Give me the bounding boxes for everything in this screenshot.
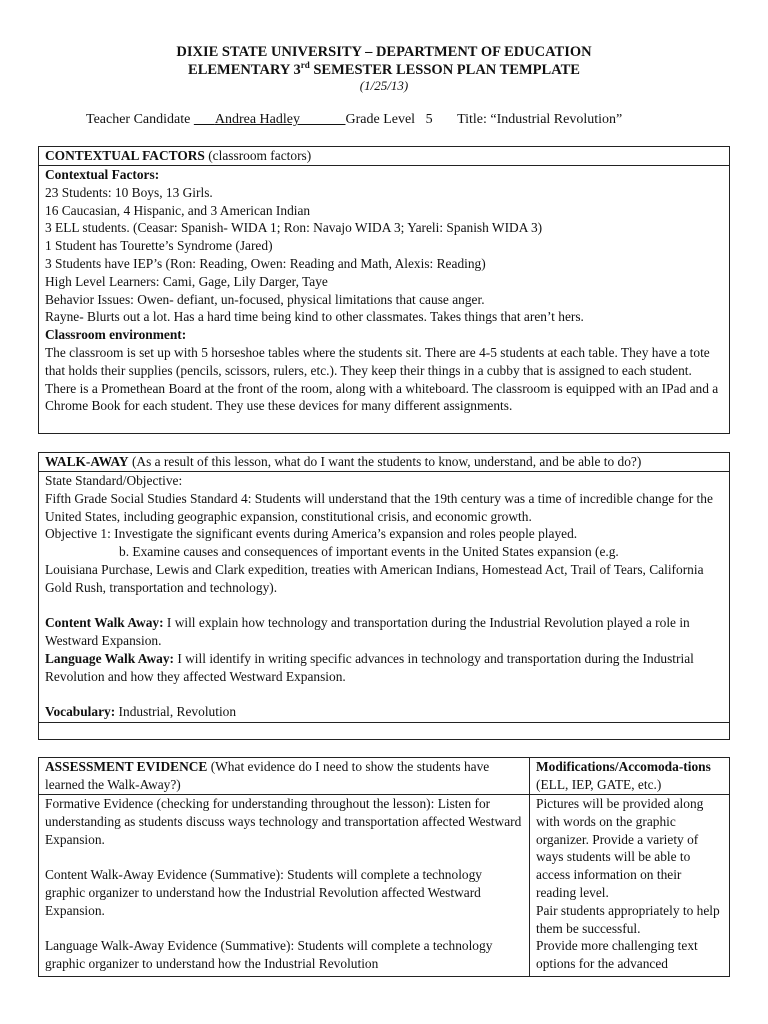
contextual-factor-line: Rayne- Blurts out a lot. Has a hard time being kind to other classmates. Takes things that aren’t hers. (45, 309, 584, 325)
classroom-environment-label: Classroom environment: (45, 327, 187, 343)
modification-text: Pair students appropriately to help them be successful. (536, 902, 720, 936)
contextual-factor-line: 23 Students: 10 Boys, 13 Girls. (45, 184, 213, 200)
university-heading: DIXIE STATE UNIVERSITY – DEPARTMENT OF EDUCATION (176, 44, 592, 60)
candidate-name: Andrea Hadley (214, 112, 300, 127)
language-walk-away-evidence: Language Walk-Away Evidence (Summative): Students will complete a technology graphic organizer to understand how the Industrial Revolution (45, 938, 493, 972)
template-heading (0, 62, 768, 79)
template-heading-sup: rd (300, 60, 310, 71)
template-date: (1/25/13) (359, 78, 409, 93)
modifications-heading-bold: Modifications/Accomoda-tions (536, 759, 711, 774)
modifications-heading (530, 758, 729, 795)
objective-1b-continued: Louisiana Purchase, Lewis and Clark expedition, treaties with American Indians, Homestead Act, Trail of Tears, California Gold Rush, transportation and technology). (45, 561, 704, 595)
assessment-column (39, 758, 530, 976)
content-walk-away-evidence: Content Walk-Away Evidence (Summative): Students will complete a technology graphic organizer to understand how the Industrial Revolution affected Westward Expansion. (45, 867, 483, 918)
contextual-heading-rest: (classroom factors) (204, 148, 312, 163)
state-standard-label: State Standard/Objective: (45, 473, 183, 488)
modification-text: Pictures will be provided along with words on the graphic organizer. Provide a variety of ways students will be able to access information on their reading level. (536, 796, 704, 900)
content-walk-away-text: I will explain how technology and transportation during the Industrial Revolution played a role in Westward Expansion. (45, 615, 690, 649)
walk-away-heading (39, 453, 729, 472)
objective-1: Objective 1: Investigate the significant events during America’s expansion and roles people played. (45, 526, 578, 542)
template-heading-post: SEMESTER LESSON PLAN TEMPLATE (309, 62, 580, 78)
contextual-factor-line: 3 Students have IEP’s (Ron: Reading, Owen: Reading and Math, Alexis: Reading) (45, 255, 486, 271)
vocabulary (45, 703, 723, 721)
contextual-factor-line: 3 ELL students. (Ceasar: Spanish- WIDA 1; Ron: Navajo WIDA 3; Yareli: Spanish WIDA 3) (45, 220, 543, 236)
contextual-factors-label: Contextual Factors: (45, 167, 160, 182)
walk-away-heading-rest: (As a result of this lesson, what do I want the students to know, understand, and be able to do?) (128, 454, 642, 469)
contextual-factors-heading (39, 147, 729, 166)
objective-1b: b. Examine causes and consequences of important events in the United States expansion (e.g. (119, 544, 619, 560)
title-value: “Industrial Revolution” (490, 112, 623, 127)
assessment-heading-rest: (What evidence do I need to show the students have learned the Walk-Away?) (45, 759, 490, 792)
contextual-factors-section (38, 146, 730, 434)
classroom-environment-text: The classroom is set up with 5 horseshoe tables where the students sit. There are 4-5 students at each table. They have a tote that holds their supplies (pencils, scissors, rulers, etc.). They keep their things in a cubby that is assigned to each student. There is a Promethean Board at the front of the room, along with a whiteboard. The classroom is equipped with an IPad and a Chrome Book for each student. They use these devices for many different assignments. (45, 344, 719, 414)
state-standard-text: Fifth Grade Social Studies Standard 4: Students will understand that the 19th century was a time of incredible change for the United States, including geographic expansion, constitutional crisis, and economic growth. (45, 490, 713, 524)
modifications-column (530, 758, 729, 976)
contextual-heading-bold: CONTEXTUAL FACTORS (45, 148, 205, 163)
contextual-factor-line: Behavior Issues: Owen- defiant, un-focused, physical limitations that cause anger. (45, 291, 485, 307)
language-walk-away (45, 650, 723, 686)
walk-away-empty-row (39, 722, 729, 737)
vocabulary-text: Industrial, Revolution (115, 704, 237, 720)
teacher-info-line (86, 112, 622, 128)
formative-evidence: Formative Evidence (checking for understanding throughout the lesson): Listen for understanding as students discuss ways technology and transportation affected Westward Expansion. (45, 796, 522, 847)
title-label: Title: (457, 112, 487, 127)
assessment-evidence-section (38, 757, 730, 977)
content-walk-away (45, 614, 723, 650)
walk-away-section (38, 452, 730, 740)
vocabulary-label: Vocabulary: (45, 704, 116, 720)
content-walk-away-label: Content Walk Away: (45, 615, 164, 631)
contextual-factor-line: High Level Learners: Cami, Gage, Lily Darger, Taye (45, 273, 328, 289)
grade-label: Grade Level (345, 112, 416, 127)
template-heading-pre: ELEMENTARY 3 (188, 62, 301, 78)
language-walk-away-label: Language Walk Away: (45, 650, 174, 666)
contextual-factor-line: 1 Student has Tourette’s Syndrome (Jared) (45, 238, 273, 254)
candidate-value (194, 112, 346, 127)
assessment-heading-bold: ASSESSMENT EVIDENCE (45, 759, 208, 774)
language-walk-away-text: I will identify in writing specific advances in technology and transportation during the Industrial Revolution and how they affected Westward Expansion. (45, 650, 694, 684)
assessment-heading (39, 758, 529, 795)
modification-text: Provide more challenging text options for the advanced (536, 938, 698, 972)
contextual-factor-line: 16 Caucasian, 4 Hispanic, and 3 American Indian (45, 202, 311, 218)
modifications-heading-rest: (ELL, IEP, GATE, etc.) (536, 776, 662, 792)
candidate-label: Teacher Candidate (86, 112, 191, 127)
walk-away-heading-bold: WALK-AWAY (45, 454, 129, 469)
grade-value: 5 (425, 112, 433, 127)
